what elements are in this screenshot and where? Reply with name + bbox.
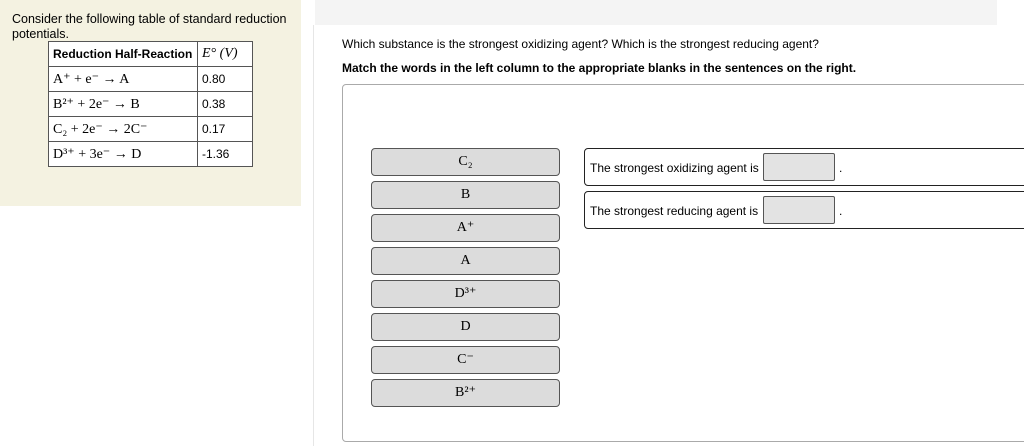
potential-cell: 0.17 (198, 117, 253, 142)
drop-blank-reducing[interactable] (763, 196, 835, 224)
drag-tile-d3-plus[interactable]: D³⁺ (371, 280, 560, 308)
table-row (49, 67, 253, 92)
drag-tile-a-plus[interactable]: A⁺ (371, 214, 560, 242)
question-text: Which substance is the strongest oxidizing agent? Which is the strongest reducing agent? (342, 37, 819, 51)
sentence-oxidizing (584, 148, 1024, 186)
drop-blank-oxidizing[interactable] (763, 153, 835, 181)
potential-cell: 0.80 (198, 67, 253, 92)
divider (313, 25, 314, 446)
reaction-cell: B²⁺ + 2e⁻ → B (49, 92, 198, 117)
header-reaction: Reduction Half-Reaction (49, 42, 198, 67)
problem-panel (0, 0, 301, 206)
reaction-cell: A⁺ + e⁻ → A (49, 67, 198, 92)
sentence-period: . (839, 204, 843, 218)
table-row (49, 142, 253, 167)
top-bar (315, 0, 997, 25)
instruction-text: Match the words in the left column to the appropriate blanks in the sentences on the right. (342, 61, 857, 75)
sentence-text: The strongest reducing agent is (590, 204, 759, 218)
potential-cell: -1.36 (198, 142, 253, 167)
sentence-period: . (839, 161, 843, 175)
drag-tile-a[interactable]: A (371, 247, 560, 275)
header-potential: E° (V) (198, 42, 253, 67)
table-row (49, 117, 253, 142)
reduction-table (48, 41, 253, 167)
intro-text: Consider the following table of standard reduction potentials. (12, 12, 287, 41)
drag-tile-d[interactable]: D (371, 313, 560, 341)
drag-tile-b2-plus[interactable]: B²⁺ (371, 379, 560, 407)
drag-tile-b[interactable]: B (371, 181, 560, 209)
drag-tile-c2[interactable]: C₂ (371, 148, 560, 176)
reaction-cell: C₂ + 2e⁻ → 2C⁻ (49, 117, 198, 142)
potential-cell: 0.38 (198, 92, 253, 117)
sentence-text: The strongest oxidizing agent is (590, 161, 759, 175)
reaction-cell: D³⁺ + 3e⁻ → D (49, 142, 198, 167)
drag-tile-c-minus[interactable]: C⁻ (371, 346, 560, 374)
sentence-reducing (584, 191, 1024, 229)
table-row (49, 92, 253, 117)
